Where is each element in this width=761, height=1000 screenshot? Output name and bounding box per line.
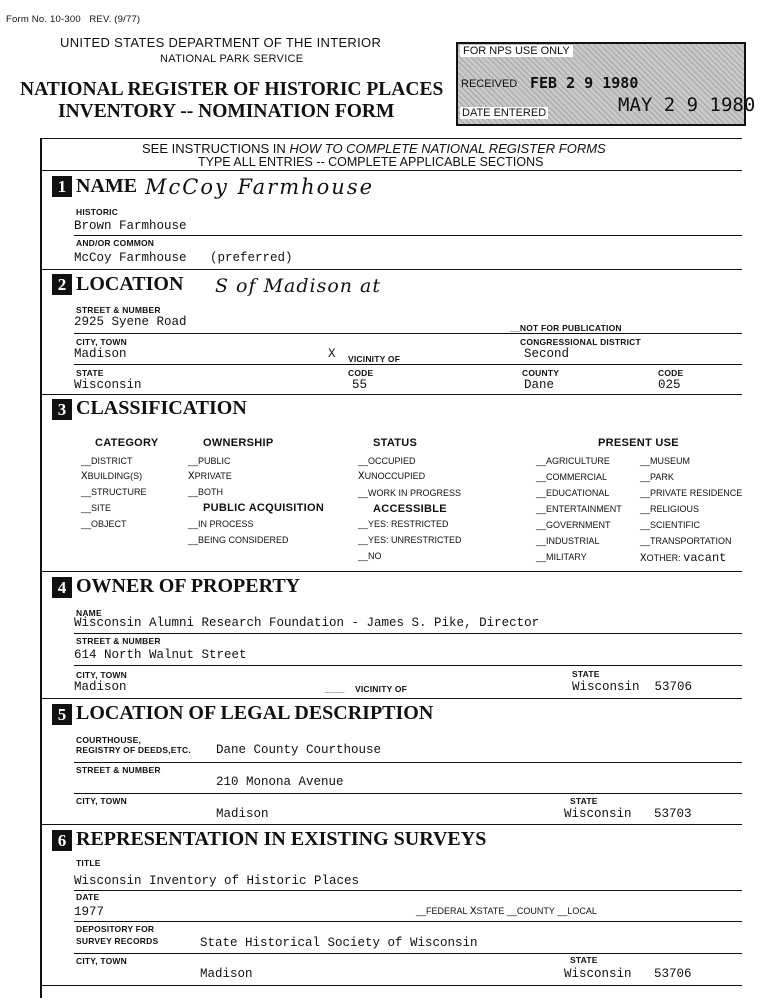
field-rule bbox=[74, 953, 742, 954]
owner-name-value: Wisconsin Alumni Research Foundation - James S. Pike, Director bbox=[74, 616, 540, 630]
category-object: __OBJECT bbox=[81, 519, 127, 529]
vicinity-mark: X bbox=[328, 347, 336, 361]
received-label: RECEIVED bbox=[461, 78, 518, 90]
courthouse-label: COURTHOUSE, bbox=[76, 735, 142, 745]
county-value: Dane bbox=[524, 378, 555, 392]
vicinity-of-label: VICINITY OF bbox=[348, 354, 401, 364]
field-rule bbox=[74, 333, 742, 334]
department-name: UNITED STATES DEPARTMENT OF THE INTERIOR bbox=[60, 35, 382, 50]
depository-value: State Historical Society of Wisconsin bbox=[200, 936, 478, 950]
survey-date-label: DATE bbox=[76, 892, 100, 902]
section-title-owner: OWNER OF PROPERTY bbox=[76, 575, 301, 597]
county-label: COUNTY bbox=[522, 368, 560, 378]
owner-vicinity-label: ____ VICINITY OF bbox=[325, 684, 408, 694]
ownership-private: XPRIVATE bbox=[188, 471, 232, 483]
owner-city-value: Madison bbox=[74, 680, 127, 694]
category-structure: __STRUCTURE bbox=[81, 487, 147, 497]
not-for-publication-label: __NOT FOR PUBLICATION bbox=[510, 323, 622, 333]
instructions-line1: SEE INSTRUCTIONS IN HOW TO COMPLETE NATIONAL REGISTER FORMS bbox=[142, 141, 606, 156]
use-military: __MILITARY bbox=[536, 552, 587, 562]
state-value: Wisconsin bbox=[74, 378, 142, 392]
survey-state-label: STATE bbox=[570, 955, 598, 965]
public-acquisition-heading: PUBLIC ACQUISITION bbox=[203, 502, 325, 514]
status-heading: STATUS bbox=[373, 437, 418, 449]
use-commercial: __COMMERCIAL bbox=[536, 472, 608, 482]
ownership-heading: OWNERSHIP bbox=[203, 437, 274, 449]
field-rule bbox=[74, 921, 742, 922]
street-value: 2925 Syene Road bbox=[74, 315, 187, 329]
registry-label: REGISTRY OF DEEDS,ETC. bbox=[76, 745, 191, 755]
owner-name-label: NAME bbox=[76, 608, 102, 618]
section-title-classification: CLASSIFICATION bbox=[76, 397, 247, 419]
ownership-both: __BOTH bbox=[188, 487, 224, 497]
survey-state-value: Wisconsin 53706 bbox=[564, 967, 692, 981]
nps-use-only-box bbox=[456, 42, 756, 126]
survey-city-value: Madison bbox=[200, 967, 253, 981]
congressional-district-value: Second bbox=[524, 347, 570, 361]
field-rule bbox=[74, 762, 742, 763]
use-agriculture: __AGRICULTURE bbox=[536, 456, 610, 466]
section-number-1: 1 bbox=[52, 176, 72, 197]
owner-zip: 53706 bbox=[654, 680, 693, 694]
city-town-label: CITY, TOWN bbox=[76, 337, 127, 347]
owner-state-value: Wisconsin 53706 bbox=[572, 680, 693, 694]
common-name-label: AND/OR COMMON bbox=[76, 238, 155, 248]
owner-street-label: STREET & NUMBER bbox=[76, 636, 161, 646]
acquisition-being-considered: __BEING CONSIDERED bbox=[188, 535, 289, 545]
congressional-district-label: CONGRESSIONAL DISTRICT bbox=[520, 337, 641, 347]
survey-city-label: CITY, TOWN bbox=[76, 956, 127, 966]
divider bbox=[40, 571, 742, 572]
section-title-name: NAME bbox=[76, 175, 138, 197]
form-number: Form No. 10-300 REV. (9/77) bbox=[6, 14, 141, 25]
date-entered-stamp: MAY 2 9 1980 bbox=[618, 94, 756, 116]
status-occupied: __OCCUPIED bbox=[358, 456, 416, 466]
divider bbox=[40, 138, 742, 139]
city-value: Madison bbox=[74, 347, 127, 361]
received-date-stamp: FEB 2 9 1980 bbox=[530, 74, 639, 92]
legal-state-value: Wisconsin 53703 bbox=[564, 807, 692, 821]
form-revision: REV. (9/77) bbox=[89, 14, 141, 25]
use-entertainment: __ENTERTAINMENT bbox=[536, 504, 622, 514]
divider bbox=[40, 269, 742, 270]
historic-name-value: Brown Farmhouse bbox=[74, 219, 187, 233]
divider bbox=[40, 985, 742, 986]
survey-title-label: TITLE bbox=[76, 858, 101, 868]
accessible-restricted: __YES: RESTRICTED bbox=[358, 519, 449, 529]
section-title-legal-description: LOCATION OF LEGAL DESCRIPTION bbox=[76, 702, 434, 724]
section-number-4: 4 bbox=[52, 577, 72, 598]
common-name-note: (preferred) bbox=[210, 251, 293, 265]
owner-state-label: STATE bbox=[572, 669, 600, 679]
use-educational: __EDUCATIONAL bbox=[536, 488, 610, 498]
handwritten-name: McCoy Farmhouse bbox=[145, 175, 375, 199]
form-title-line2: INVENTORY -- NOMINATION FORM bbox=[58, 101, 395, 122]
nps-box-heading: FOR NPS USE ONLY bbox=[460, 45, 573, 57]
legal-street-value: 210 Monona Avenue bbox=[216, 775, 344, 789]
acquisition-in-process: __IN PROCESS bbox=[188, 519, 254, 529]
county-code-label: CODE bbox=[658, 368, 684, 378]
present-use-heading: PRESENT USE bbox=[598, 437, 679, 449]
use-religious: __RELIGIOUS bbox=[640, 504, 700, 514]
category-site: __SITE bbox=[81, 503, 112, 513]
section-number-5: 5 bbox=[52, 704, 72, 725]
divider bbox=[40, 170, 742, 171]
courthouse-value: Dane County Courthouse bbox=[216, 743, 382, 757]
legal-city-label: CITY, TOWN bbox=[76, 796, 127, 806]
legal-state-label: STATE bbox=[570, 796, 598, 806]
field-rule bbox=[74, 364, 742, 365]
survey-level: __FEDERAL XSTATE __COUNTY __LOCAL bbox=[416, 906, 597, 918]
use-government: __GOVERNMENT bbox=[536, 520, 611, 530]
instructions-line2: TYPE ALL ENTRIES -- COMPLETE APPLICABLE SECTIONS bbox=[198, 155, 544, 169]
field-rule bbox=[74, 793, 742, 794]
state-code-value: 55 bbox=[352, 378, 368, 392]
category-heading: CATEGORY bbox=[95, 437, 159, 449]
use-industrial: __INDUSTRIAL bbox=[536, 536, 600, 546]
use-museum: __MUSEUM bbox=[640, 456, 691, 466]
divider bbox=[40, 824, 742, 825]
section-number-6: 6 bbox=[52, 830, 72, 851]
use-other: XOTHER: vacant bbox=[640, 551, 727, 565]
ownership-public: __PUBLIC bbox=[188, 456, 231, 466]
accessible-unrestricted: __YES: UNRESTRICTED bbox=[358, 535, 462, 545]
form-title-line1: NATIONAL REGISTER OF HISTORIC PLACES bbox=[20, 79, 444, 100]
survey-date-value: 1977 bbox=[74, 905, 105, 919]
use-transportation: __TRANSPORTATION bbox=[640, 536, 732, 546]
survey-zip: 53706 bbox=[654, 967, 692, 981]
section-title-location: LOCATION bbox=[76, 273, 184, 295]
owner-city-label: CITY, TOWN bbox=[76, 670, 127, 680]
legal-street-label: STREET & NUMBER bbox=[76, 765, 161, 775]
category-district: __DISTRICT bbox=[81, 456, 133, 466]
status-unoccupied: XUNOCCUPIED bbox=[358, 471, 426, 483]
left-border-rule bbox=[40, 138, 42, 998]
county-code-value: 025 bbox=[658, 378, 681, 392]
state-label: STATE bbox=[76, 368, 104, 378]
legal-zip: 53703 bbox=[654, 807, 692, 821]
service-name: NATIONAL PARK SERVICE bbox=[160, 53, 304, 65]
section-number-2: 2 bbox=[52, 274, 72, 295]
handwritten-location: S of Madison at bbox=[215, 275, 382, 297]
survey-title-value: Wisconsin Inventory of Historic Places bbox=[74, 874, 360, 888]
depository-label: DEPOSITORY FOR bbox=[76, 924, 155, 934]
field-rule bbox=[74, 665, 742, 666]
survey-records-label: SURVEY RECORDS bbox=[76, 936, 159, 946]
historic-label: HISTORIC bbox=[76, 207, 119, 217]
date-entered-label: DATE ENTERED bbox=[462, 107, 547, 119]
divider bbox=[40, 394, 742, 395]
use-park: __PARK bbox=[640, 472, 674, 482]
field-rule bbox=[74, 235, 742, 236]
section-number-3: 3 bbox=[52, 399, 72, 420]
field-rule bbox=[74, 633, 742, 634]
legal-city-value: Madison bbox=[216, 807, 269, 821]
use-other-value: vacant bbox=[683, 551, 727, 565]
accessible-heading: ACCESSIBLE bbox=[373, 503, 447, 515]
field-rule bbox=[74, 890, 742, 891]
common-name-value: McCoy Farmhouse bbox=[74, 251, 187, 265]
section-title-surveys: REPRESENTATION IN EXISTING SURVEYS bbox=[76, 828, 487, 850]
owner-street-value: 614 North Walnut Street bbox=[74, 648, 247, 662]
divider bbox=[40, 698, 742, 699]
use-private-residence: __PRIVATE RESIDENCE bbox=[640, 488, 743, 498]
category-buildings: XBUILDING(S) bbox=[81, 471, 143, 483]
status-work-in-progress: __WORK IN PROGRESS bbox=[358, 488, 462, 498]
state-code-label: CODE bbox=[348, 368, 374, 378]
street-number-label: STREET & NUMBER bbox=[76, 305, 161, 315]
use-scientific: __SCIENTIFIC bbox=[640, 520, 701, 530]
accessible-no: __NO bbox=[358, 551, 382, 561]
